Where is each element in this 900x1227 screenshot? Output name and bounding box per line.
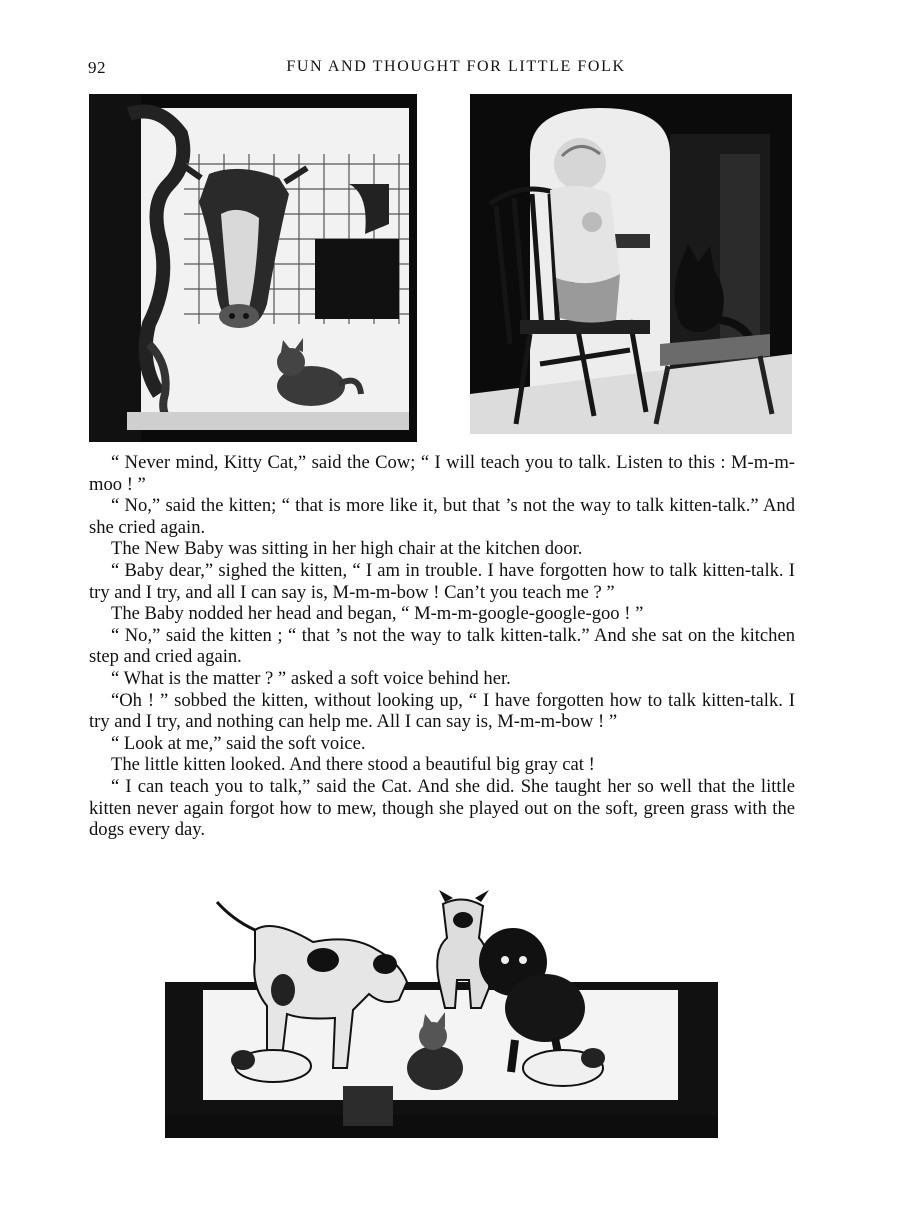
paragraph: The New Baby was sitting in her high chair at the kitchen door. xyxy=(111,538,583,560)
cow-and-kitten-illustration xyxy=(89,94,417,442)
paragraph: “ What is the matter ? ” asked a soft voice behind her. xyxy=(111,667,511,689)
baby-in-high-chair-illustration xyxy=(470,94,792,434)
paragraph: “ I can teach you to talk,” said the Cat. And she did. She taught her so well that the little kitten never again forgot how to mew, though she played out on the soft, green grass with the dogs every day. xyxy=(89,775,795,841)
dogs-and-kitten-illustration xyxy=(163,890,720,1140)
paragraph: “ Never mind, Kitty Cat,” said the Cow; “ I will teach you to talk. Listen to this : M-m-m-moo ! ” xyxy=(89,452,795,495)
paragraph: “ Baby dear,” sighed the kitten, “ I am in trouble. I have forgotten how to talk kitten-talk. I try and I try, and all I can say is, M-m-m-bow ! Can’t you teach me ? ” xyxy=(89,559,795,603)
paragraph: “ Look at me,” said the soft voice. xyxy=(111,732,366,754)
page-number: 92 xyxy=(88,58,106,77)
paragraph: The little kitten looked. And there stood a beautiful big gray cat ! xyxy=(111,754,595,776)
story-text xyxy=(89,452,795,841)
running-title: FUN AND THOUGHT FOR LITTLE FOLK xyxy=(286,58,626,75)
paragraph: “ No,” said the kitten; “ that is more like it, but that ’s not the way to talk kitten-talk.” And she cried again. xyxy=(89,495,795,538)
paragraph: The Baby nodded her head and began, “ M-m-m-google-google-goo ! ” xyxy=(111,603,644,625)
paragraph: “ No,” said the kitten ; “ that ’s not the way to talk kitten-talk.” And she sat on the kitchen step and cried again. xyxy=(89,624,795,668)
paragraph: “Oh ! ” sobbed the kitten, without looking up, “ I have forgotten how to talk kitten-talk. I try and I try, and nothing can help me. All I can say is, M-m-m-bow ! ” xyxy=(89,689,795,733)
